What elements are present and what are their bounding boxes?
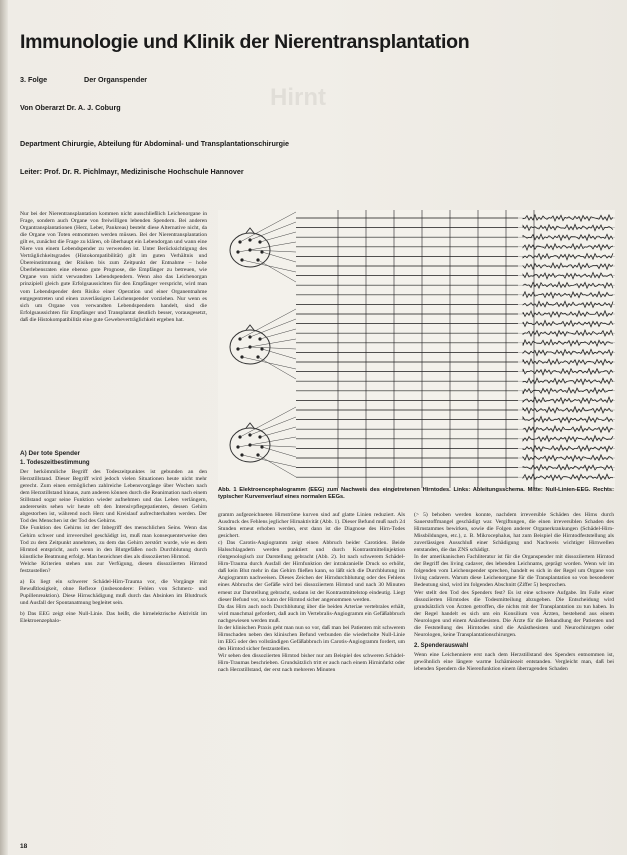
- article-title: Immunologie und Klinik der Nierentransplantation: [20, 31, 470, 53]
- column-3: [414, 512, 614, 842]
- department-line: Department Chirurgie, Abteilung für Abdominal- und Transplantationschirurgie: [20, 139, 290, 148]
- eeg-figure: [218, 210, 615, 488]
- figure-caption-text: Elektroencephalogramm (EEG) zum Nachweis des eingetretenen Hirntodes. Links: Ableitungsschema. Mitte: Null-Linien-EEG. Rechts: typischer Kurvenverlauf eines normalen EEGs.: [218, 487, 614, 500]
- leader-line: Leiter: Prof. Dr. R. Pichlmayr, Medizinische Hochschule Hannover: [20, 167, 244, 176]
- subsection-heading: 1. Todeszeitbestimmung: [20, 460, 90, 467]
- page-edge: [0, 0, 8, 855]
- column-2-body: gramm aufgezeichneten Hirnströme kurven sind auf glatte Linien reduziert. Als Ausdruck des Fehlens jeglicher Hirnaktivität (Abb. 1). Dieser Befund muß nach 24 Stunden erneut erhoben werden, erst dann ist die Diagnose des Hirn-Todes gesichert. c) Das Carotis-Angiogramm zeigt einen Abbruch beider Carotiden. Beide Halsschlagadern werden punktiert und durch Kontrastmittelinjektion röntgenologisch zur Darstellung gebracht (Abb. 2). Ist nach schwerem Schädel-Hirn-Trauma durch Ausfall der Hirnfunktion der intrakranielle Druck so erhöht, daß kein Blut mehr in das Gehirn fließen kann, so läßt sich die Durchblutung im Angiogramm nachweisen. Dieses Zeichen der Hirndurchblutung oder des Fehlens eines Abbruchs der Gefäße wird bei dissoziiertem Hirntod und nach 30 Minuten erneut zur Darstellung gebracht, sodann ist der Kontrastmittelstop eindeutig. Liegt dieser Befund vor, so kann der Hirntod sicher angenommen werden. Da das Hirn auch noch Durchblutung über die beiden Arteriae vertebrales erhält, wird manchmal gefordert, daß auch im Vertebralis-Angiogramm ein Gefäßabbruch nachgewiesen werden muß. In der klinischen Praxis geht man nun so vor, daß man bei Patienten mit schwerem Hirnschaden neben den klinischen Befund verbunden die wiederholte Null-Linie im EEG oder den vollständigen Gefäßabbruch im Carotis-Angiogramm fordert, um den Hirntod sicher festzustellen. Wir sehen den dissoziierten Hirntod bisher nur am Beispiel des schweren Schädel-Hirn-Traumas beschrieben. Grundsätzlich tritt er auch nach einem Hirninfarkt oder nach Herzstillstand, der erst nach mehreren Minuten: [218, 512, 405, 674]
- series-label: 3. Folge: [20, 75, 48, 84]
- author-line: Von Oberarzt Dr. A. J. Coburg: [20, 103, 121, 112]
- column-1-body: Der herkömmliche Begriff des Todeszeitpunktes ist gebunden an den Herzstillstand. Dieser Begriff wird jedoch vielen Situationen heute nicht mehr gerecht. Zum einen ermöglichen zahlreiche Lebensvorgänge über Wochen nach dem Herzstillstand hinaus, zum anderen können durch die Reanimation nach einem Stillstand sogar seine Funktion wieder aufnehmen und das Leben verlängern, andererseits sehen wir heute oft den Intensivpflegepatienten, dessen Gehirn abgestorben ist, während noch Herz und Kreislauf aufrechterhalten werden. Der Tod des Menschen ist der Tod des Gehirns. Die Funktion des Gehirns ist der Inbegriff des menschlichen Seins. Wenn das Gehirn schwer und irreversibel geschädigt ist, muß man konsequenterweise den Tod zu dem Zeitpunkt annehmen, zu dem das Gehirn zerstört wurde, wie es dem Hirntod entspricht, auch wenn in den Blutgefäßen noch Durchblutung durch künstliche Beatmung erfolgt. Man bezeichnet dies als dissoziierten Hirntod. Welche Kriterien stehen uns zur Verfügung, diesen dissoziierten Hirntod festzustellen?: [20, 469, 207, 574]
- intro-paragraph: [20, 211, 207, 443]
- column-1: [20, 444, 207, 842]
- list-item: b) Das EEG zeigt eine Null-Linie. Das heißt, die hirnelektrische Aktivität im Elektroenzephalo-: [20, 610, 207, 625]
- page-number: 18: [20, 843, 28, 850]
- column-2: [218, 512, 405, 842]
- show-through-text: Hirnt: [270, 84, 326, 111]
- figure-caption-label: Abb. 1: [218, 487, 237, 493]
- article-subtitle: Der Organspender: [84, 75, 148, 84]
- list-item: a) Es liegt ein schwerer Schädel-Hirn-Trauma vor, die Vorgänge mit Bewußtlosigkeit, ohne Reflexe (insbesondere: Fehlen von Schmerz- und Pupillenreaktion). Diese Hirnschädigung muß durch das Absinken im Blutdruck und Ausfall der Spontanatmung begleitet sein.: [20, 578, 207, 606]
- section-heading: A) Der tote Spender: [20, 450, 81, 457]
- subsection-heading: 2. Spenderauswahl: [414, 642, 469, 649]
- intro-text: Nur bei der Nierentransplantation kommen nicht ausschließlich Leichenorgane in Frage, sondern auch Organe von freiwilligen lebenden Spendern. Bei anderen Organtransplantationen (Herz, Leber, Pankreas) besteht diese Alternative nicht, da die Organe von Toten entnommen werden müssen. Bei der Nierentransplantation gilt es, zunächst die Frage zu klären, ob überhaupt ein Lebendorgan und wann eine Niere von einem Lebendspender zu verwenden ist. Unter Berücksichtigung des Verträglichkeitsgrades (Histokompatibilität) gilt im guten Verhältnis und Übereinstimmung der Risiken bis zum Zeitpunkt der Entnahme – hohe Überlebensraten eine ebenso gute Prognose, die Empfänger zu betreuen, wie Organe von nicht verwandten Lebendspendern. Wenn also das Leichenorgan prinzipiell gleich gute Erfolgsaussichten für den Empfänger verspricht, wird man vom Lebendspender dem Risiko einer Operation und einer Organentnahme entgegentreten und einen zuverlässigen Leichenspender vorziehen. Nur wenn es sich um Organe von verwandten Lebendspendern handelt, sind die Erfolgsaussichten für Empfänger und Transplantat deutlich besser, vorausgesetzt, daß die Histokompatibilität eine gute Gewebeverträglichkeit ergeben hat.: [20, 211, 207, 323]
- figure-caption: [218, 487, 614, 501]
- column-3-body: (> 5) behoben werden konnte, nachdem irreversible Schäden des Hirns durch Sauerstoffmangel geschädigt war. Vergiftungen, die einen irreversiblen Schaden des Hirnstammes bewirken, sowie die Folgen anderer Organerkrankungen (Schädel-Hirn-Missbildungen, etc.), z. B. Mikrocephalus, hat zum Beispiel die Hirntodfeststellung als zuverlässigen Ausschluß einer Schädigung und Nachweis wichtiger Hirnwellen entstanden, die das ZNS schädigt. In der amerikanischen Fachliteratur ist für die Organspender mit dissoziiertem Hirntod der Begriff des living cadaver, des lebenden Leichnams, geprägt worden. Wenn wir im folgenden vom Leichenspender sprechen, handelt es sich in der Regel um Organe von living cadavers. Warum diese Leichenorgane für die Transplantation so von besonderer Bedeutung sind, wird im folgenden Abschnitt (Ziffer 5) besprochen. Wer stellt den Tod des Spenders fest? Es ist eine schwere Aufgabe. Im Falle einer dissoziierten Hirntodes die Todesmitteilung abzugeben. Die Entscheidung wird grundsätzlich von Ärzten getroffen, die nichts mit der Transplantation zu tun haben. In der Regel handelt es sich um ein Konsilium von Ärzten, bestehend aus einem Neurologen und einem Anästhesisten. Die Ärzte für die Behandlung der Patienten und die Feststellung des Hirntodes sind die Anästhesisten und Neurochirurgen oder Neurologen, keine Transplantationschirurgen.: [414, 512, 614, 638]
- column-3-end: Wenn eine Leichenniere erst nach dem Herzstillstand des Spenders entnommen ist, gewöhnlich eine längere warme Ischämiezeit entstanden. Vergleicht man, daß bei lebenden Spendern die Nierenfunktion einem überragenden Schaden: [414, 651, 614, 672]
